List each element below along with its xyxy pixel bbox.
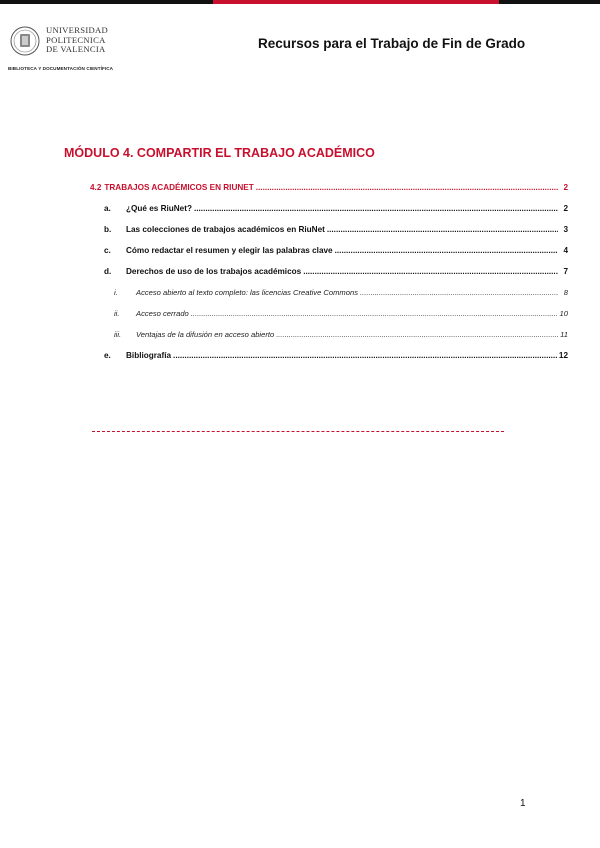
toc-section[interactable] [90, 183, 568, 204]
header-title: Recursos para el Trabajo de Fin de Grado [258, 36, 526, 51]
toc-page: 2 [563, 204, 568, 213]
toc-item[interactable] [90, 267, 568, 288]
top-bar-red-segment [213, 0, 499, 4]
section-divider [92, 431, 504, 432]
toc-number: ii. [114, 309, 120, 318]
toc-number: e. [104, 351, 111, 360]
university-logo [8, 26, 114, 78]
toc-page: 3 [563, 225, 568, 234]
logo-subtitle: BIBLIOTECA Y DOCUMENTACIÓN CIENTÍFICA [8, 66, 114, 71]
toc-label: Acceso cerrado [136, 309, 189, 318]
toc-label: Derechos de uso de los trabajos académicos [126, 267, 302, 276]
toc-leader [360, 288, 558, 297]
toc-leader [194, 204, 558, 213]
toc-page: 12 [558, 351, 568, 360]
toc-leader [256, 183, 558, 192]
toc-label: ¿Qué es RiuNet? [126, 204, 192, 213]
toc-label: Las colecciones de trabajos académicos en RiuNet [126, 225, 325, 234]
toc-label: Ventajas de la difusión en acceso abierto [136, 330, 275, 339]
toc-number: iii. [114, 330, 122, 339]
toc-subitem[interactable] [90, 309, 568, 330]
toc-label: Bibliografía [126, 351, 172, 360]
toc-number: 4.2 [90, 183, 102, 192]
top-bar-black-segment-right [499, 0, 600, 4]
toc-item[interactable] [90, 246, 568, 267]
toc-page: 2 [563, 183, 568, 192]
toc-leader [191, 309, 558, 318]
page-number: 1 [520, 798, 526, 809]
toc-page: 7 [563, 267, 568, 276]
toc-number: b. [104, 225, 112, 234]
toc-leader [173, 351, 557, 360]
module-title: MÓDULO 4. COMPARTIR EL TRABAJO ACADÉMICO [64, 146, 375, 160]
university-seal-icon [10, 26, 40, 56]
top-color-bar [0, 0, 600, 4]
toc-page: 11 [560, 330, 568, 339]
toc-label: Cómo redactar el resumen y elegir las palabras clave [126, 246, 333, 255]
top-bar-black-segment [0, 0, 213, 4]
logo-line-2: POLITECNICA [46, 34, 106, 45]
toc-page: 10 [559, 309, 568, 318]
toc-number: c. [104, 246, 111, 255]
toc-label: TRABAJOS ACADÉMICOS EN RIUNET [104, 183, 254, 192]
toc-subitem[interactable] [90, 330, 568, 351]
table-of-contents [90, 183, 568, 372]
logo-wordmark [46, 26, 108, 55]
toc-number: d. [104, 267, 112, 276]
toc-item[interactable] [90, 204, 568, 225]
toc-leader [335, 246, 558, 255]
toc-leader [303, 267, 558, 276]
toc-item[interactable] [90, 225, 568, 246]
toc-subitem[interactable] [90, 288, 568, 309]
toc-item[interactable] [90, 351, 568, 372]
toc-number: a. [104, 204, 111, 213]
logo-line-3: DE VALENCIA [46, 44, 106, 54]
toc-leader [276, 330, 558, 339]
toc-label: Acceso abierto al texto completo: las licencias Creative Commons [136, 288, 359, 297]
logo-line-1: UNIVERSIDAD [46, 25, 109, 35]
toc-number: i. [114, 288, 118, 297]
toc-page: 8 [563, 288, 568, 297]
toc-leader [327, 225, 558, 234]
toc-page: 4 [563, 246, 568, 255]
